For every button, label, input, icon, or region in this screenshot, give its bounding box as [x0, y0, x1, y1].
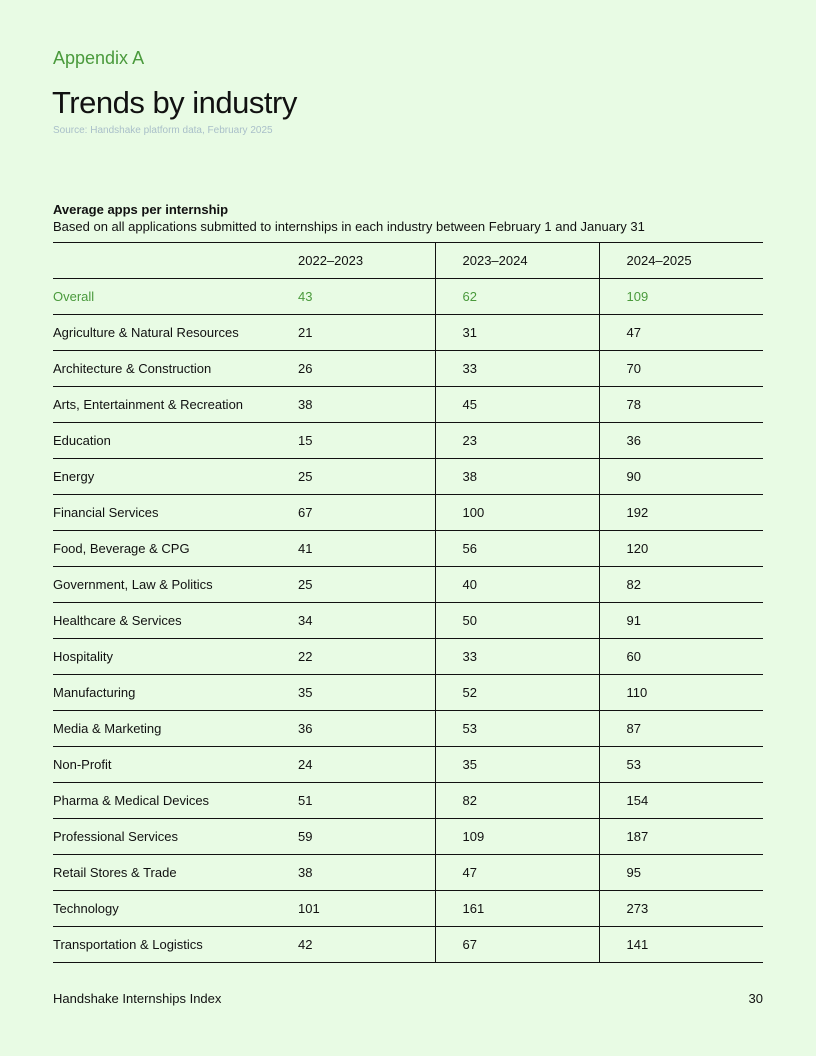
- cell-industry: Media & Marketing: [53, 711, 271, 747]
- cell-2022-2023: 42: [271, 927, 435, 963]
- cell-2022-2023: 38: [271, 387, 435, 423]
- cell-industry: Non-Profit: [53, 747, 271, 783]
- cell-2023-2024: 38: [435, 459, 599, 495]
- table-row: [53, 927, 763, 963]
- cell-2023-2024: 33: [435, 639, 599, 675]
- footer-page-number: 30: [748, 991, 763, 1006]
- cell-2022-2023: 41: [271, 531, 435, 567]
- industry-table: [53, 242, 763, 963]
- cell-industry: Agriculture & Natural Resources: [53, 315, 271, 351]
- appendix-label: Appendix A: [53, 48, 145, 68]
- cell-2022-2023: 101: [271, 891, 435, 927]
- cell-2024-2025: 91: [599, 603, 763, 639]
- table-header-row: [53, 243, 763, 279]
- cell-industry: Technology: [53, 891, 271, 927]
- cell-2024-2025: 78: [599, 387, 763, 423]
- cell-2022-2023: 24: [271, 747, 435, 783]
- table-row: [53, 387, 763, 423]
- cell-industry: Education: [53, 423, 271, 459]
- cell-2022-2023: 21: [271, 315, 435, 351]
- table-row: [53, 315, 763, 351]
- cell-industry: Professional Services: [53, 819, 271, 855]
- cell-industry: Hospitality: [53, 639, 271, 675]
- cell-2022-2023: 25: [271, 459, 435, 495]
- table-row: [53, 459, 763, 495]
- cell-2022-2023: 38: [271, 855, 435, 891]
- cell-2022-2023: 35: [271, 675, 435, 711]
- cell-2024-2025: 109: [599, 279, 763, 315]
- cell-2022-2023: 26: [271, 351, 435, 387]
- cell-2024-2025: 90: [599, 459, 763, 495]
- column-header-2022-2023: 2022–2023: [271, 243, 435, 279]
- table-row: [53, 855, 763, 891]
- table-row: [53, 639, 763, 675]
- column-header-2023-2024: 2023–2024: [435, 243, 599, 279]
- table-title: Average apps per internship: [53, 202, 229, 217]
- cell-2024-2025: 70: [599, 351, 763, 387]
- cell-2023-2024: 23: [435, 423, 599, 459]
- cell-2023-2024: 62: [435, 279, 599, 315]
- cell-2024-2025: 47: [599, 315, 763, 351]
- cell-industry: Food, Beverage & CPG: [53, 531, 271, 567]
- cell-2024-2025: 192: [599, 495, 763, 531]
- table-row: [53, 891, 763, 927]
- table-row: [53, 711, 763, 747]
- cell-2022-2023: 22: [271, 639, 435, 675]
- cell-2023-2024: 33: [435, 351, 599, 387]
- table-subtitle: Based on all applications submitted to internships in each industry between February 1 and January 31: [53, 219, 645, 234]
- cell-industry: Pharma & Medical Devices: [53, 783, 271, 819]
- cell-2024-2025: 60: [599, 639, 763, 675]
- table-row: [53, 495, 763, 531]
- table-row: [53, 675, 763, 711]
- cell-2023-2024: 31: [435, 315, 599, 351]
- cell-industry: Architecture & Construction: [53, 351, 271, 387]
- table-row: [53, 819, 763, 855]
- cell-2024-2025: 53: [599, 747, 763, 783]
- cell-2022-2023: 67: [271, 495, 435, 531]
- cell-2023-2024: 50: [435, 603, 599, 639]
- table-row: [53, 351, 763, 387]
- cell-2023-2024: 53: [435, 711, 599, 747]
- cell-2024-2025: 273: [599, 891, 763, 927]
- table-row-overall: [53, 279, 763, 315]
- cell-industry: Financial Services: [53, 495, 271, 531]
- cell-2024-2025: 36: [599, 423, 763, 459]
- cell-industry: Transportation & Logistics: [53, 927, 271, 963]
- cell-2023-2024: 35: [435, 747, 599, 783]
- cell-2023-2024: 100: [435, 495, 599, 531]
- cell-2024-2025: 120: [599, 531, 763, 567]
- table-row: [53, 603, 763, 639]
- cell-2023-2024: 109: [435, 819, 599, 855]
- cell-2024-2025: 82: [599, 567, 763, 603]
- cell-2024-2025: 154: [599, 783, 763, 819]
- page-title: Trends by industry: [52, 85, 297, 120]
- cell-industry: Energy: [53, 459, 271, 495]
- cell-2023-2024: 161: [435, 891, 599, 927]
- cell-industry: Government, Law & Politics: [53, 567, 271, 603]
- table-row: [53, 423, 763, 459]
- cell-2022-2023: 59: [271, 819, 435, 855]
- cell-2022-2023: 43: [271, 279, 435, 315]
- cell-2024-2025: 110: [599, 675, 763, 711]
- cell-2024-2025: 187: [599, 819, 763, 855]
- table-row: [53, 531, 763, 567]
- column-header-industry: [53, 243, 271, 279]
- table-row: [53, 783, 763, 819]
- cell-2022-2023: 34: [271, 603, 435, 639]
- cell-industry: Overall: [53, 279, 271, 315]
- cell-2022-2023: 51: [271, 783, 435, 819]
- table-body: [53, 279, 763, 963]
- cell-2023-2024: 40: [435, 567, 599, 603]
- cell-2023-2024: 56: [435, 531, 599, 567]
- cell-2023-2024: 82: [435, 783, 599, 819]
- cell-2024-2025: 141: [599, 927, 763, 963]
- cell-2022-2023: 15: [271, 423, 435, 459]
- cell-industry: Manufacturing: [53, 675, 271, 711]
- cell-2022-2023: 36: [271, 711, 435, 747]
- cell-2024-2025: 87: [599, 711, 763, 747]
- table-row: [53, 567, 763, 603]
- cell-2023-2024: 67: [435, 927, 599, 963]
- footer-document-name: Handshake Internships Index: [53, 991, 222, 1006]
- source-note: Source: Handshake platform data, February 2025: [53, 125, 273, 136]
- cell-2022-2023: 25: [271, 567, 435, 603]
- table-row: [53, 747, 763, 783]
- cell-industry: Arts, Entertainment & Recreation: [53, 387, 271, 423]
- cell-2024-2025: 95: [599, 855, 763, 891]
- column-header-2024-2025: 2024–2025: [599, 243, 763, 279]
- cell-industry: Healthcare & Services: [53, 603, 271, 639]
- cell-2023-2024: 47: [435, 855, 599, 891]
- cell-2023-2024: 52: [435, 675, 599, 711]
- cell-2023-2024: 45: [435, 387, 599, 423]
- cell-industry: Retail Stores & Trade: [53, 855, 271, 891]
